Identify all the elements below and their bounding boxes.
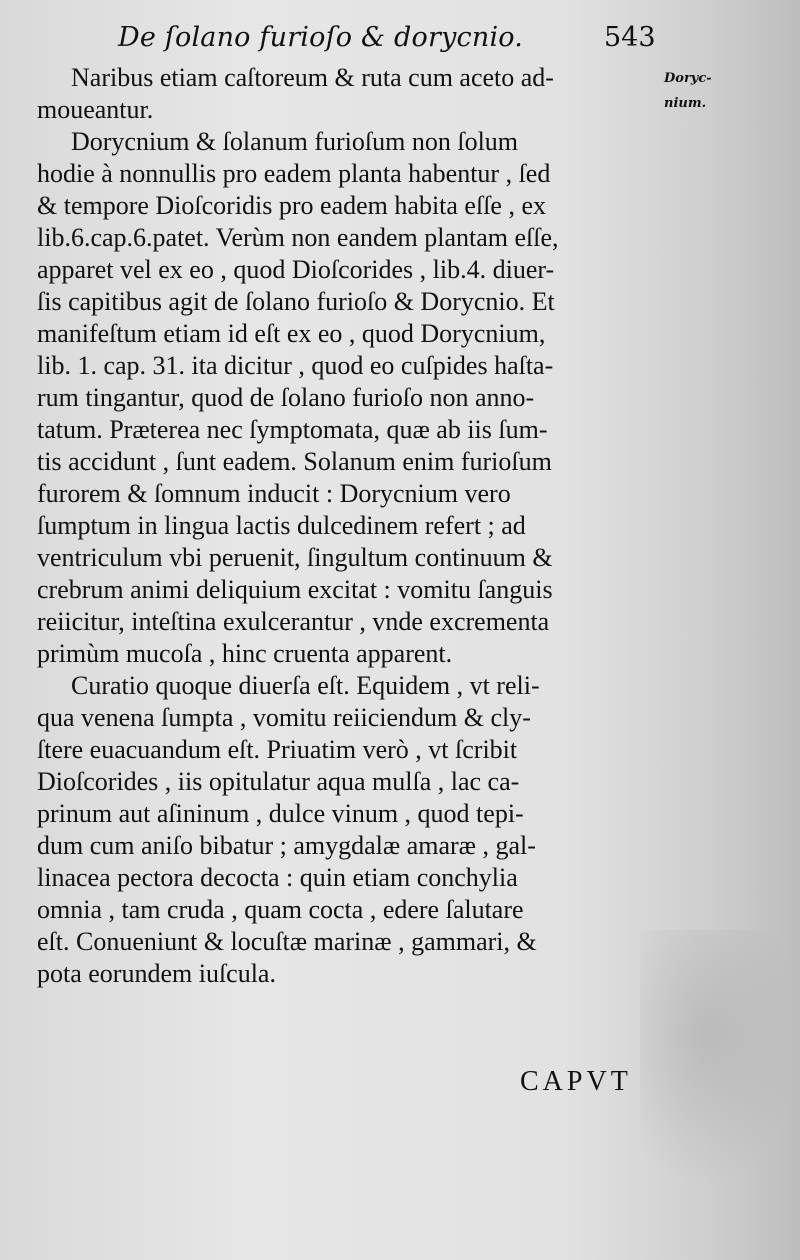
text-line: primùm mucoſa , hinc cruenta apparent. bbox=[37, 639, 453, 668]
text-line: tis accidunt , ſunt eadem. Solanum enim furioſum bbox=[37, 447, 552, 476]
text-line: qua venena ſumpta , vomitu reiiciendum & cly- bbox=[37, 703, 531, 732]
text-line: reiicitur, inteſtina exulcerantur , vnde excrementa bbox=[37, 607, 550, 636]
text-line: prinum aut aſininum , dulce vinum , quod tepi- bbox=[37, 799, 524, 828]
text-line: ſumptum in lingua lactis dulcedinem refert ; ad bbox=[37, 511, 526, 540]
text-line: Curatio quoque diuerſa eſt. Equidem , vt reli- bbox=[71, 671, 540, 700]
catchword: CAPVT bbox=[520, 1066, 632, 1097]
text-line: hodie à nonnullis pro eadem planta habentur , ſed bbox=[37, 159, 551, 188]
text-line: crebrum animi deliquium excitat : vomitu ſanguis bbox=[37, 575, 553, 604]
running-title: De ſolano furioſo & dorycnio. bbox=[118, 22, 524, 53]
text-line: linacea pectora decocta : quin etiam conchylia bbox=[37, 863, 518, 892]
text-line: ventriculum vbi peruenit, ſingultum continuum & bbox=[37, 543, 553, 572]
text-line: manifeſtum etiam id eſt ex eo , quod Dorycnium, bbox=[37, 319, 546, 348]
text-line: tatum. Præterea nec ſymptomata, quæ ab iis ſum- bbox=[37, 415, 548, 444]
text-line: Dorycnium & ſolanum furioſum non ſolum bbox=[71, 127, 519, 156]
text-line: & tempore Dioſcoridis pro eadem habita eſſe , ex bbox=[37, 191, 546, 220]
page-header bbox=[0, 18, 800, 58]
text-line: apparet vel ex eo , quod Dioſcorides , lib.4. diuer- bbox=[37, 255, 555, 284]
text-line: pota eorundem iuſcula. bbox=[37, 959, 276, 988]
text-line: ſis capitibus agit de ſolano furioſo & Dorycnio. Et bbox=[37, 287, 555, 316]
margin-note-line: Doryc- bbox=[664, 71, 712, 86]
text-line: rum tingantur, quod de ſolano furioſo non anno- bbox=[37, 383, 535, 412]
text-line: Dioſcorides , iis opitulatur aqua mulſa , lac ca- bbox=[37, 767, 520, 796]
page-number: 543 bbox=[604, 22, 656, 53]
text-line: dum cum aniſo bibatur ; amygdalæ amaræ , gal- bbox=[37, 831, 536, 860]
margin-note bbox=[664, 66, 712, 116]
margin-note-line: nium. bbox=[664, 96, 707, 111]
body-text bbox=[37, 62, 657, 990]
show-through-shadow bbox=[640, 930, 800, 1190]
text-line: eſt. Conueniunt & locuſtæ marinæ , gammari, & bbox=[37, 927, 537, 956]
text-line: lib.6.cap.6.patet. Verùm non eandem plantam eſſe, bbox=[37, 223, 559, 252]
text-line: moueantur. bbox=[37, 95, 154, 124]
text-line: furorem & ſomnum inducit : Dorycnium vero bbox=[37, 479, 511, 508]
text-line: Naribus etiam caſtoreum & ruta cum aceto ad- bbox=[71, 63, 554, 92]
text-line: omnia , tam cruda , quam cocta , edere ſalutare bbox=[37, 895, 524, 924]
text-line: lib. 1. cap. 31. ita dicitur , quod eo cuſpides haſta- bbox=[37, 351, 554, 380]
text-line: ſtere euacuandum eſt. Priuatim verò , vt ſcribit bbox=[37, 735, 518, 764]
